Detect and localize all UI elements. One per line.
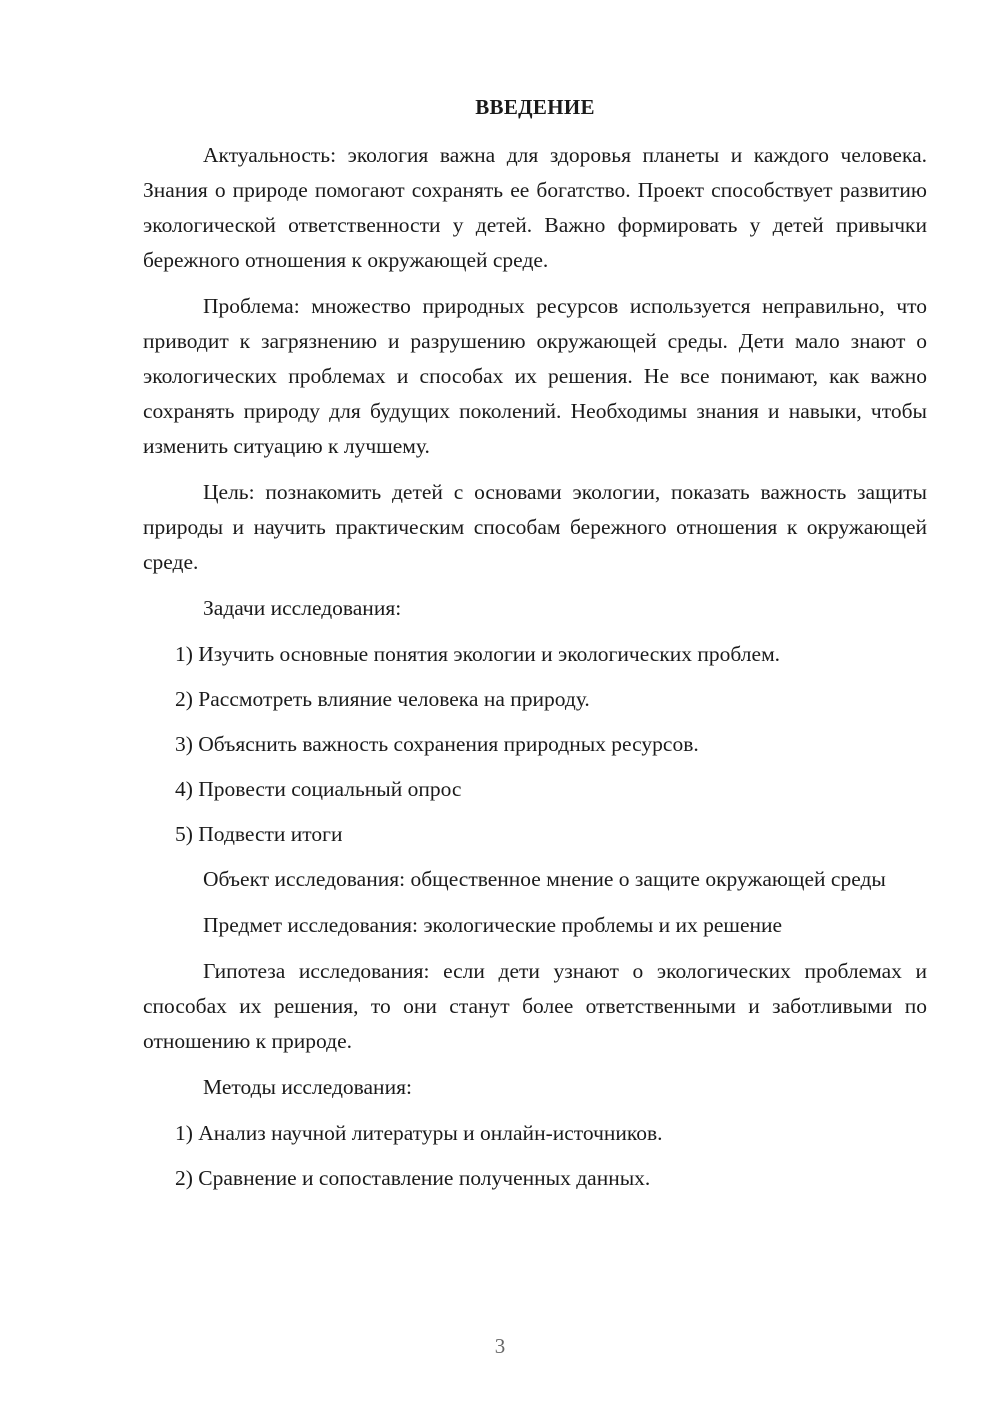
subject-paragraph: Предмет исследования: экологические проблемы и их решение bbox=[203, 913, 783, 937]
task-item-2: 2) Рассмотреть влияние человека на природу. bbox=[175, 687, 590, 711]
method-item-2: 2) Сравнение и сопоставление полученных данных. bbox=[175, 1166, 651, 1190]
relevance-paragraph: Актуальность: экология важна для здоровья планеты и каждого человека. Знания о природе помогают сохранять ее богатство. Проект способствует развитию экологической ответственности у детей. Важно формировать у детей привычки бережного отношения к окружающей среде. bbox=[143, 143, 927, 272]
page-title: ВВЕДЕНИЕ bbox=[475, 95, 595, 119]
goal-paragraph: Цель: познакомить детей с основами экологии, показать важность защиты природы и научить практическим способам бережного отношения к окружающей среде. bbox=[143, 480, 927, 574]
task-item-3: 3) Объяснить важность сохранения природных ресурсов. bbox=[175, 732, 699, 756]
document-page bbox=[143, 95, 927, 1206]
task-item-1: 1) Изучить основные понятия экологии и экологических проблем. bbox=[175, 642, 781, 666]
task-item-4: 4) Провести социальный опрос bbox=[175, 777, 462, 801]
hypothesis-paragraph: Гипотеза исследования: если дети узнают о экологических проблемах и способах их решения, то они станут более ответственными и заботливыми по отношению к природе. bbox=[143, 959, 927, 1053]
methods-heading: Методы исследования: bbox=[203, 1075, 412, 1099]
tasks-heading: Задачи исследования: bbox=[203, 596, 402, 620]
method-item-1: 1) Анализ научной литературы и онлайн-источников. bbox=[175, 1121, 663, 1145]
object-paragraph: Объект исследования: общественное мнение о защите окружающей среды bbox=[203, 867, 886, 891]
problem-paragraph: Проблема: множество природных ресурсов используется неправильно, что приводит к загрязнению и разрушению окружающей среды. Дети мало знают о экологических проблемах и способах их решения. Не все понимают, как важно сохранять природу для будущих поколений. Необходимы знания и навыки, чтобы изменить ситуацию к лучшему. bbox=[143, 294, 927, 458]
page-number: 3 bbox=[494, 1334, 506, 1358]
task-item-5: 5) Подвести итоги bbox=[175, 822, 343, 846]
